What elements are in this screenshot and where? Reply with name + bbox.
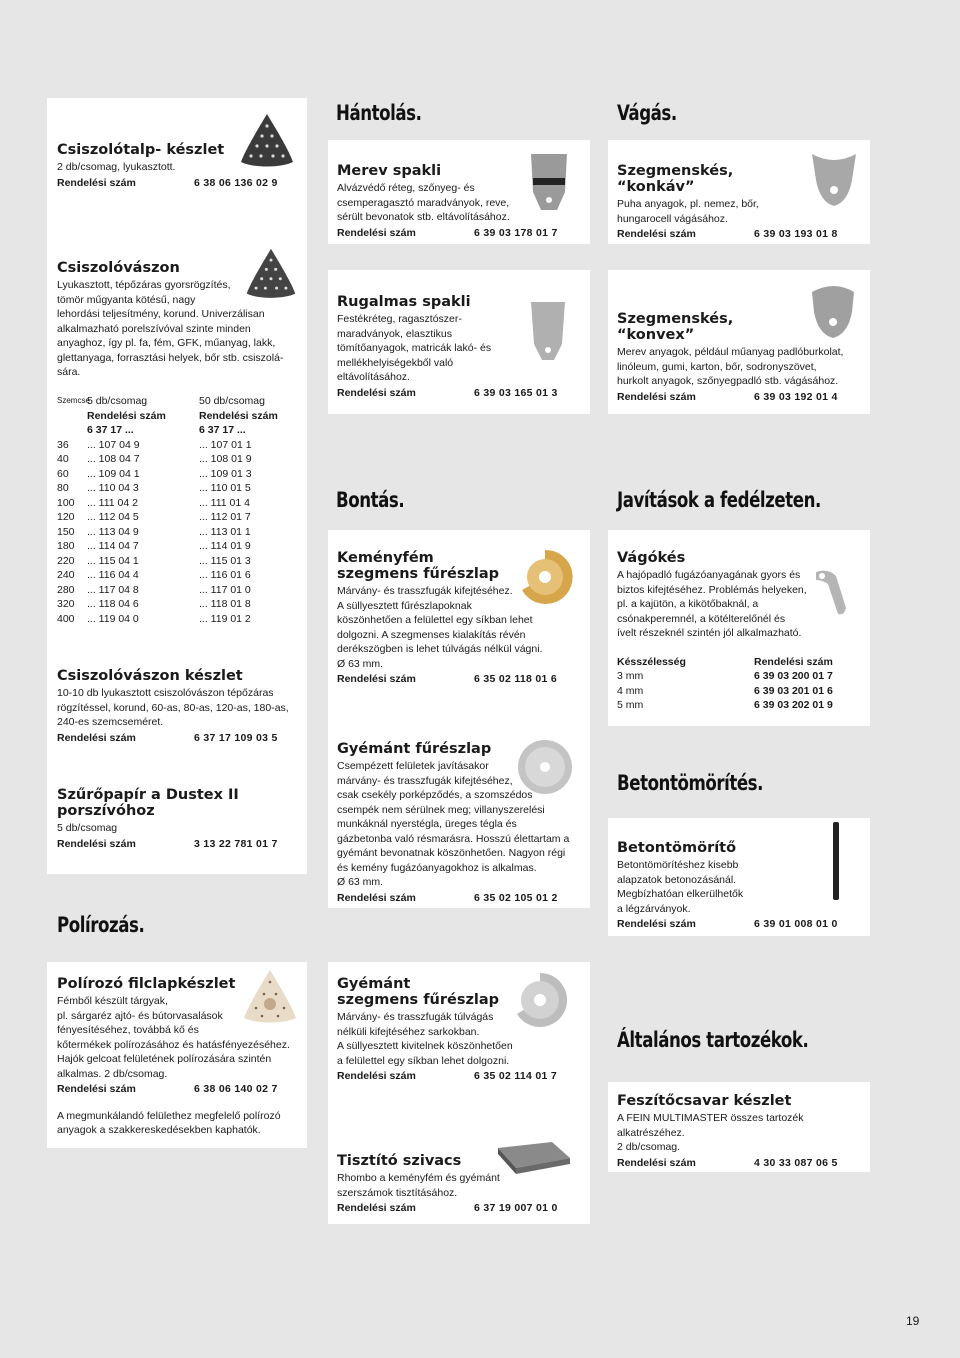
feszito-desc-1: alkatrészéhez. bbox=[617, 1126, 685, 1139]
section-bontas: Bontás. bbox=[336, 488, 405, 512]
order-label: Rendelési szám bbox=[617, 1156, 696, 1169]
polirozo-note-1: anyagok a szakkereskedésekben kaphatók. bbox=[57, 1124, 261, 1136]
concave-segment-knife-icon bbox=[808, 150, 860, 210]
order-number: 6 38 06 140 02 7 bbox=[194, 1083, 278, 1095]
order-label: Rendelési szám bbox=[337, 226, 416, 239]
grit-size: 280 bbox=[57, 583, 75, 596]
order-number: 6 39 03 192 01 4 bbox=[754, 390, 838, 403]
blade-width: 5 mm bbox=[617, 699, 644, 711]
vagokes-desc-4: ívelt részeknél szintén jól alkalmazható. bbox=[617, 627, 802, 639]
order-number: 6 35 02 105 01 2 bbox=[474, 891, 558, 904]
tisztito-title: Tisztító szivacs bbox=[337, 1153, 462, 1169]
polirozo-desc-5: alkalmas. 2 db/csomag. bbox=[57, 1067, 168, 1080]
feszito-desc-2: 2 db/csomag. bbox=[617, 1141, 681, 1153]
blade-width: 4 mm bbox=[617, 684, 644, 697]
grit-order: ... 119 01 2 bbox=[199, 612, 251, 625]
gyszegmens-title-0: Gyémánt bbox=[337, 976, 411, 992]
grit-size: 240 bbox=[57, 569, 75, 581]
tisztito-desc-1: szerszámok tisztításához. bbox=[337, 1186, 458, 1199]
betontomorito-desc-0: Betontömörítéshez kisebb bbox=[617, 859, 739, 871]
konkav-title-0: Szegmenskés, bbox=[617, 163, 734, 179]
order-number: 3 13 22 781 01 7 bbox=[194, 837, 278, 850]
grit-order: ... 112 04 5 bbox=[87, 511, 139, 523]
rugalmas-title: Rugalmas spakli bbox=[337, 294, 471, 310]
block-csiszolovaszon-keszlet bbox=[57, 668, 302, 745]
rugalmas-desc-0: Festékréteg, ragasztószer- bbox=[337, 313, 462, 325]
grit-size: 180 bbox=[57, 540, 75, 552]
flexible-scraper-icon bbox=[528, 300, 568, 362]
order-label: Rendelési szám bbox=[57, 1083, 136, 1095]
blade-order: 6 39 03 202 01 9 bbox=[754, 699, 833, 711]
kemenyfem-desc-5: Ø 63 mm. bbox=[337, 657, 384, 670]
order-label: Rendelési szám bbox=[337, 1070, 416, 1082]
csiszolovaszon-title: Csiszolóvászon bbox=[57, 260, 180, 276]
grit-row bbox=[57, 467, 302, 482]
blade-order: 6 39 03 200 01 7 bbox=[754, 670, 833, 682]
grit-order: ... 108 04 7 bbox=[87, 453, 140, 465]
grit-row bbox=[57, 510, 302, 525]
polirozo-title: Polírozó filclapkészlet bbox=[57, 976, 236, 992]
csiszolovaszon-desc-1: tömör műgyanta kötésű, nagy bbox=[57, 293, 196, 306]
csiszolovaszon-desc-6: sára. bbox=[57, 366, 81, 378]
gyszegmens-order bbox=[337, 1069, 582, 1084]
csiszolotalp-order bbox=[57, 176, 297, 191]
tisztito-order bbox=[337, 1201, 582, 1216]
csiszolotalp-desc: 2 db/csomag, lyukasztott. bbox=[57, 161, 176, 173]
grit-order: ... 116 01 6 bbox=[199, 569, 251, 581]
gyszegmens-desc-1: nélküli kifejtéséhez sarkokban. bbox=[337, 1025, 480, 1038]
betontomorito-title: Betontömörítő bbox=[617, 840, 737, 856]
keszlet-desc-0: 10-10 db lyukasztott csiszolóvászon tépőzáras bbox=[57, 687, 274, 699]
grit-order: ... 111 01 4 bbox=[199, 496, 250, 509]
szuropapir-desc: 5 db/csomag bbox=[57, 822, 118, 834]
gyemant-desc-8: Ø 63 mm. bbox=[337, 876, 384, 888]
grit-order: ... 108 01 9 bbox=[199, 453, 252, 465]
grit-size: 36 bbox=[57, 438, 69, 451]
order-label: Rendelési szám bbox=[617, 390, 696, 403]
kemenyfem-desc-0: Márvány- és trasszfugák kifejtéséhez. bbox=[337, 585, 513, 597]
kemenyfem-desc-1: A süllyesztett fűrészlapoknak bbox=[337, 599, 472, 612]
grit-order: ... 112 01 7 bbox=[199, 511, 251, 523]
szuropapir-title-0: Szűrőpapír a Dustex II bbox=[57, 787, 239, 803]
csiszolovaszon-desc-0: Lyukasztott, tépőzáras gyorsrögzítés, bbox=[57, 279, 231, 291]
gyemant-desc-2: csak csekély porképződés, a szomszédos bbox=[337, 789, 533, 801]
vagokes-head-b: Rendelési szám bbox=[754, 655, 833, 668]
feszito-order bbox=[617, 1156, 862, 1171]
gyszegmens-desc-2: A süllyesztett kivitelnek köszönhetően bbox=[337, 1040, 513, 1052]
vagokes-row bbox=[617, 684, 862, 699]
grit-order: ... 117 01 0 bbox=[199, 583, 251, 596]
konvex-desc-2: hurkolt anyagok, szőnyegpadló stb. vágásához. bbox=[617, 375, 839, 387]
gyszegmens-desc-3: a felülettel egy síkban lehet dolgozni. bbox=[337, 1054, 510, 1067]
merev-title: Merev spakli bbox=[337, 163, 442, 179]
feszito-desc-0: A FEIN MULTIMASTER összes tartozék bbox=[617, 1112, 804, 1124]
vagokes-table-head bbox=[617, 655, 862, 670]
csiszolovaszon-desc-4: anyaghoz, így pl. fa, fém, GFK, műanyag, lakk, bbox=[57, 337, 276, 349]
szuropapir-title-1: porszívóhoz bbox=[57, 803, 155, 819]
order-label: Rendelési szám bbox=[617, 228, 696, 240]
concrete-vibrator-rod-icon bbox=[830, 822, 842, 902]
merev-desc-0: Alvázvédő réteg, szőnyeg- és bbox=[337, 182, 475, 194]
carbide-segment-saw-icon bbox=[516, 548, 574, 606]
betontomorito-desc-2: Megbízhatóan elkerülhetők bbox=[617, 888, 744, 900]
grit-order: ... 107 04 9 bbox=[87, 438, 140, 451]
grit-size: 320 bbox=[57, 598, 75, 610]
order-label: Rendelési szám bbox=[337, 673, 416, 685]
grit-row bbox=[57, 539, 302, 554]
grit-order: ... 119 04 0 bbox=[87, 612, 139, 625]
grit-order: ... 118 01 8 bbox=[199, 598, 251, 610]
konkav-desc-0: Puha anyagok, pl. nemez, bőr, bbox=[617, 198, 759, 210]
grit-size: 220 bbox=[57, 554, 75, 567]
kemenyfem-title-0: Keményfém bbox=[337, 550, 434, 566]
order-number: 6 39 03 178 01 7 bbox=[474, 226, 558, 239]
polirozo-desc-1: pl. sárgaréz ajtó- és bútorvasalások bbox=[57, 1009, 223, 1022]
polirozo-note-0: A megmunkálandó felülethez megfelelő polírozó bbox=[57, 1109, 281, 1122]
gyemant-desc-7: és kemény fugázóanyagokhoz is alkalmas. bbox=[337, 861, 537, 874]
grit-order: ... 107 01 1 bbox=[199, 438, 252, 451]
grit-prefix-5: 6 37 17 ... bbox=[87, 424, 134, 436]
grit-order-label-50: Rendelési szám bbox=[199, 409, 278, 422]
rugalmas-desc-3: mellékhelyiségekből való bbox=[337, 356, 454, 369]
section-altalanos: Általános tartozékok. bbox=[617, 1028, 809, 1052]
konkav-order bbox=[617, 227, 862, 242]
section-vagas: Vágás. bbox=[617, 101, 677, 125]
grit-order-label-5: Rendelési szám bbox=[87, 409, 166, 422]
order-number: 6 39 03 165 01 3 bbox=[474, 386, 558, 399]
diamond-saw-blade-icon bbox=[516, 738, 574, 796]
order-label: Rendelési szám bbox=[337, 891, 416, 904]
grit-size: 60 bbox=[57, 467, 69, 480]
polirozo-desc-4: Hajók gelcoat felületének polírozására szintén bbox=[57, 1053, 272, 1065]
cutting-knife-icon bbox=[810, 566, 854, 618]
section-hantolas: Hántolás. bbox=[336, 101, 422, 125]
kemenyfem-desc-3: dolgozni. A szegmenses kialakítás révén bbox=[337, 628, 526, 641]
grit-order: ... 117 04 8 bbox=[87, 583, 139, 596]
grit-size: 40 bbox=[57, 453, 69, 465]
order-label: Rendelési szám bbox=[617, 918, 696, 930]
grit-order: ... 109 04 1 bbox=[87, 467, 140, 480]
csiszolovaszon-desc-3: alkalmazható porelszívóval szinte minden bbox=[57, 322, 251, 335]
grit-col-5: 5 db/csomag bbox=[87, 395, 148, 407]
gyemant-desc-5: gázbetonba való résmarásra. Hosszú élettartam a bbox=[337, 832, 570, 845]
order-label: Rendelési szám bbox=[57, 837, 136, 850]
konkav-title-1: “konkáv” bbox=[617, 179, 695, 195]
order-number: 4 30 33 087 06 5 bbox=[754, 1156, 838, 1169]
keszlet-order bbox=[57, 731, 302, 746]
grit-order: ... 114 04 7 bbox=[87, 540, 139, 552]
grit-row bbox=[57, 525, 302, 540]
merev-desc-2: sérült bevonatok stb. eltávolításához. bbox=[337, 211, 510, 223]
grit-row bbox=[57, 568, 302, 583]
grit-order: ... 113 01 1 bbox=[199, 525, 251, 538]
grit-row bbox=[57, 597, 302, 612]
grit-order: ... 109 01 3 bbox=[199, 467, 252, 480]
order-number: 6 37 17 109 03 5 bbox=[194, 731, 278, 744]
page-number: 19 bbox=[906, 1314, 920, 1328]
grit-size: 400 bbox=[57, 612, 75, 625]
order-number: 6 35 02 114 01 7 bbox=[474, 1070, 558, 1082]
block-betontomorito bbox=[617, 840, 862, 932]
grit-size: 100 bbox=[57, 496, 75, 509]
kemenyfem-title-1: szegmens fűrészlap bbox=[337, 566, 500, 582]
vagokes-row bbox=[617, 669, 862, 684]
grit-row bbox=[57, 438, 302, 453]
konvex-order bbox=[617, 390, 867, 405]
csiszolovaszon-desc-2: lehordási teljesítmény, korund. Univerzálisan bbox=[57, 308, 265, 320]
csiszolovaszon-desc-5: glettanyaga, forrasztási helyek, bőr stb. csiszolá- bbox=[57, 351, 284, 364]
diamond-segment-saw-icon bbox=[510, 970, 570, 1030]
rugalmas-desc-1: maradványok, elasztikus bbox=[337, 327, 452, 340]
kemenyfem-desc-4: derékszögben is lehet túlvágás nélkül vágni. bbox=[337, 643, 543, 655]
gyszegmens-title-1: szegmens fűrészlap bbox=[337, 992, 500, 1008]
vagokes-head-a: Késszélesség bbox=[617, 655, 686, 668]
order-number: 6 38 06 136 02 9 bbox=[194, 176, 278, 189]
gyemant-title: Gyémánt fűrészlap bbox=[337, 741, 492, 757]
szuropapir-order bbox=[57, 837, 302, 852]
order-number: 6 39 01 008 01 0 bbox=[754, 918, 838, 930]
vagokes-title: Vágókés bbox=[617, 550, 686, 566]
sanding-sheet-icon bbox=[243, 247, 299, 303]
konvex-desc-0: Merev anyagok, például műanyag padlóburkolat, bbox=[617, 346, 844, 358]
keszlet-desc-2: 240-es szemcseméret. bbox=[57, 716, 164, 728]
grit-table-head bbox=[57, 394, 302, 409]
grit-row bbox=[57, 583, 302, 598]
csiszolotalp-title: Csiszolótalp- készlet bbox=[57, 142, 225, 158]
konvex-desc-1: linóleum, gumi, karton, bőr, sodronyszövet, bbox=[617, 360, 817, 373]
grit-size: 80 bbox=[57, 482, 69, 494]
polirozo-desc-3: kőtermékek polírozásához és hatásfényezéséhez. bbox=[57, 1038, 290, 1051]
merev-order bbox=[337, 226, 582, 241]
betontomorito-desc-1: alapzatok betonozásánál. bbox=[617, 873, 737, 886]
order-label: Rendelési szám bbox=[337, 1202, 416, 1214]
grit-table-head-prefix bbox=[57, 423, 302, 438]
gyemant-desc-0: Csempézett felületek javításakor bbox=[337, 760, 489, 772]
blade-order: 6 39 03 201 01 6 bbox=[754, 684, 833, 697]
grit-table-head-order bbox=[57, 409, 302, 424]
vagokes-row bbox=[617, 698, 862, 713]
grit-row bbox=[57, 612, 302, 627]
vagokes-desc-1: biztos kifejtéséhez. Problémás helyeken, bbox=[617, 583, 807, 596]
grit-col-50: 50 db/csomag bbox=[199, 395, 265, 407]
grit-rows bbox=[57, 438, 302, 627]
section-betontomorites: Betontömörítés. bbox=[617, 771, 764, 795]
blade-width: 3 mm bbox=[617, 670, 644, 682]
grit-table bbox=[57, 394, 302, 626]
vagokes-desc-3: csónakperemnél, a kötélterelőnél és bbox=[617, 612, 786, 625]
gyemant-desc-1: márvány- és trasszfugák kifejtéséhez, bbox=[337, 774, 513, 787]
grit-order: ... 114 01 9 bbox=[199, 540, 251, 552]
grit-size: 120 bbox=[57, 511, 75, 523]
konkav-desc-1: hungarocell vágásához. bbox=[617, 212, 728, 225]
gyemant-desc-3: csempék nem sérülnek meg; villanyszerelési bbox=[337, 803, 545, 816]
polirozo-order bbox=[57, 1082, 302, 1097]
gyemant-desc-6: gyémánt bevonatnak köszönhetően. Nagyon régi bbox=[337, 847, 566, 859]
gyemant-desc-4: munkáknál nyerstégla, üreges tégla és bbox=[337, 818, 517, 830]
kemenyfem-desc-2: köszönhetően a felülettel egy síkban lehet bbox=[337, 614, 533, 626]
block-szuropapir bbox=[57, 787, 302, 851]
sanding-pad-icon bbox=[237, 112, 297, 172]
kemenyfem-order bbox=[337, 672, 582, 687]
rugalmas-desc-2: tömítőanyagok, matricák lakó- és bbox=[337, 342, 492, 354]
betontomorito-order bbox=[617, 917, 862, 932]
vagokes-rows bbox=[617, 669, 862, 713]
grit-order: ... 118 04 6 bbox=[87, 598, 139, 610]
cleaning-sponge-icon bbox=[494, 1138, 574, 1178]
grit-order: ... 115 01 3 bbox=[199, 554, 251, 567]
grit-order: ... 115 04 1 bbox=[87, 554, 139, 567]
merev-desc-1: csemperagasztó maradványok, reve, bbox=[337, 196, 510, 209]
gyemant-order bbox=[337, 891, 582, 906]
tisztito-desc-0: Rhombo a keményfém és gyémánt bbox=[337, 1172, 500, 1184]
order-label: Rendelési szám bbox=[57, 176, 136, 189]
grit-row bbox=[57, 452, 302, 467]
konvex-title-1: “konvex” bbox=[617, 327, 695, 343]
order-number: 6 37 19 007 01 0 bbox=[474, 1202, 558, 1214]
section-javitasok: Javítások a fedélzeten. bbox=[617, 488, 821, 512]
block-feszito bbox=[617, 1093, 862, 1170]
polirozo-desc-0: Fémből készült tárgyak, bbox=[57, 995, 168, 1007]
polirozo-desc-2: fényesítéséhez, továbbá kő és bbox=[57, 1024, 199, 1036]
felt-polishing-pad-icon bbox=[240, 968, 300, 1028]
grit-order: ... 116 04 4 bbox=[87, 569, 139, 581]
gyszegmens-desc-0: Márvány- és trasszfugák túlvágás bbox=[337, 1011, 494, 1023]
grit-prefix-50: 6 37 17 ... bbox=[199, 424, 246, 436]
order-label: Rendelési szám bbox=[337, 386, 416, 399]
grit-order: ... 113 04 9 bbox=[87, 525, 139, 538]
order-number: 6 39 03 193 01 8 bbox=[754, 228, 838, 240]
grit-row bbox=[57, 481, 302, 496]
section-polirozas: Polírozás. bbox=[57, 913, 145, 937]
order-label: Rendelési szám bbox=[57, 731, 136, 744]
rugalmas-order bbox=[337, 386, 582, 401]
rigid-scraper-icon bbox=[527, 152, 571, 214]
order-number: 6 35 02 118 01 6 bbox=[474, 673, 558, 685]
grit-order: ... 111 04 2 bbox=[87, 496, 138, 509]
keszlet-desc-1: rögzítéssel, korund, 60-as, 80-as, 120-as, 180-as, bbox=[57, 701, 289, 714]
rugalmas-desc-4: eltávolításához. bbox=[337, 371, 410, 383]
convex-segment-knife-icon bbox=[808, 282, 858, 342]
grit-order: ... 110 01 5 bbox=[199, 482, 251, 494]
vagokes-desc-2: pl. a kajütön, a kikötőbaknál, a bbox=[617, 598, 759, 610]
grit-size: 150 bbox=[57, 525, 75, 538]
betontomorito-desc-3: a légzárványok. bbox=[617, 902, 691, 915]
grit-row bbox=[57, 554, 302, 569]
keszlet-title: Csiszolóvászon készlet bbox=[57, 668, 243, 684]
grit-col-label: Szemcse bbox=[57, 396, 90, 405]
grit-order: ... 110 04 3 bbox=[87, 482, 139, 494]
feszito-title: Feszítőcsavar készlet bbox=[617, 1093, 792, 1109]
konvex-title-0: Szegmenskés, bbox=[617, 311, 734, 327]
vagokes-desc-0: A hajópadló fugázóanyagának gyors és bbox=[617, 569, 801, 581]
grit-row bbox=[57, 496, 302, 511]
